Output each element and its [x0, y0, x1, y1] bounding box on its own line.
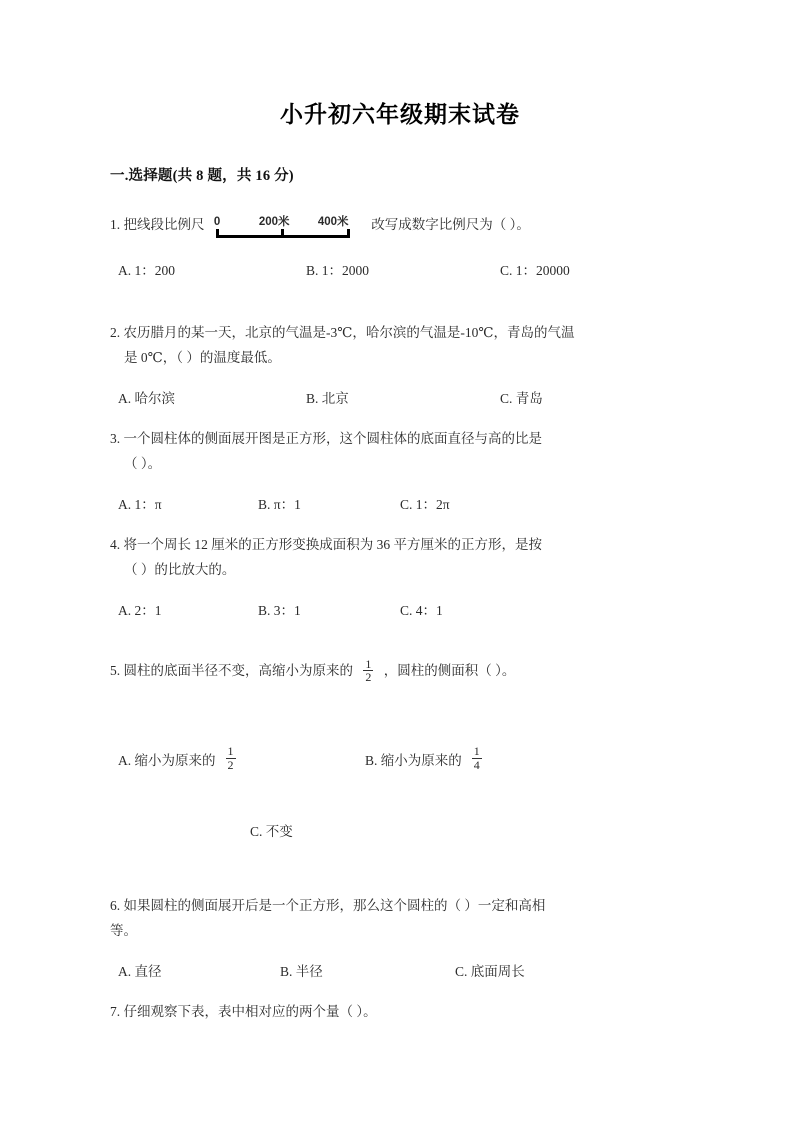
question-3-number: 3. [110, 430, 121, 446]
question-3-text-1: 一个圆柱体的侧面展开图是正方形，这个圆柱体的底面直径与高的比是 [123, 430, 542, 446]
scale-bar-label-start: 0 [213, 216, 221, 228]
question-4-line-1 [110, 533, 690, 558]
question-2-line-2: 是 0℃，（ ）的温度最低。 [124, 349, 281, 365]
question-3 [110, 427, 690, 477]
question-6-number: 6. [110, 898, 121, 914]
question-3-option-b[interactable]: B. π：1 [258, 496, 301, 512]
question-6 [110, 894, 690, 944]
question-5-option-c[interactable]: C. 不变 [250, 824, 293, 840]
question-4-option-a[interactable]: A. 2：1 [118, 602, 162, 618]
question-4-line-2: （ ）的比放大的。 [124, 561, 236, 577]
question-5-option-a-label: A. 缩小为原来的 [118, 753, 216, 769]
question-1-option-b[interactable]: B. 1：2000 [306, 263, 370, 278]
page-title: 小升初六年级期末试卷 [280, 102, 520, 127]
question-2-options [110, 387, 690, 407]
question-5-options [110, 746, 690, 790]
question-2-option-a[interactable]: A. 哈尔滨 [118, 390, 175, 406]
question-4-number: 4. [110, 536, 121, 552]
question-3-line-2: （ ）。 [124, 455, 162, 471]
question-5 [110, 656, 690, 685]
question-6-line-1 [110, 894, 690, 919]
question-6-text-1: 如果圆柱的侧面展开后是一个正方形，那么这个圆柱的（ ）一定和高相 [123, 898, 546, 914]
question-2 [110, 321, 690, 371]
question-7-number: 7. [110, 1004, 121, 1020]
scale-bar-tick-start [216, 229, 219, 238]
question-1 [110, 209, 690, 243]
question-5-number: 5. [110, 662, 121, 678]
scale-bar-label-mid: 200米 [258, 216, 290, 228]
scale-bar-tick-mid [281, 229, 284, 238]
question-5-fraction-numerator: 1 [365, 656, 372, 671]
question-2-number: 2. [110, 325, 121, 340]
question-5-option-a-fraction [226, 745, 236, 770]
question-6-options [110, 960, 690, 980]
question-2-option-c[interactable]: C. 青岛 [500, 390, 543, 406]
question-1-options [110, 259, 690, 279]
question-5-text-after: ，圆柱的侧面积（ ）。 [383, 662, 516, 678]
scale-bar-labels [214, 212, 362, 227]
question-5-option-a-denominator: 2 [227, 757, 234, 772]
question-2-option-b[interactable]: B. 北京 [306, 390, 349, 406]
question-4-options [110, 599, 690, 619]
question-7 [110, 1000, 690, 1025]
question-5-fraction-denominator: 2 [365, 670, 372, 685]
question-4-text-1: 将一个周长 12 厘米的正方形变换成面积为 36 平方厘米的正方形，是按 [123, 536, 542, 552]
question-5-option-b-numerator: 1 [473, 744, 480, 759]
question-5-text-before: 圆柱的底面半径不变，高缩小为原来的 [123, 662, 353, 678]
question-7-line-1 [110, 1000, 690, 1025]
question-4-option-b[interactable]: B. 3：1 [258, 602, 301, 618]
section-header-choice: 一.选择题(共 8 题，共 16 分) [110, 168, 294, 184]
question-5-option-c-row [110, 820, 690, 840]
question-2-line-1 [110, 321, 690, 346]
question-4-option-c[interactable]: C. 4：1 [400, 602, 443, 618]
question-5-option-a[interactable] [118, 746, 243, 771]
question-1-line [110, 209, 690, 243]
question-4 [110, 533, 690, 583]
question-5-option-b-fraction [472, 745, 482, 770]
question-3-line-1 [110, 427, 690, 452]
question-6-line-2: 等。 [110, 923, 137, 939]
question-3-option-a[interactable]: A. 1：π [118, 496, 162, 512]
question-1-number: 1. [110, 217, 121, 233]
question-5-option-b-denominator: 4 [473, 757, 480, 772]
question-3-option-c[interactable]: C. 1：2π [400, 496, 450, 512]
question-6-option-b[interactable]: B. 半径 [280, 964, 323, 980]
question-5-option-b-label: B. 缩小为原来的 [365, 753, 462, 769]
question-5-line [110, 656, 690, 685]
question-1-option-c[interactable]: C. 1：20000 [500, 263, 570, 278]
question-3-options [110, 493, 690, 513]
question-1-option-a[interactable]: A. 1：200 [118, 263, 175, 278]
question-1-text-before: 把线段比例尺 [123, 217, 205, 233]
scale-bar-diagram [214, 212, 362, 246]
question-6-option-c[interactable]: C. 底面周长 [455, 964, 525, 980]
question-6-option-a[interactable]: A. 直径 [118, 964, 162, 980]
question-5-option-a-numerator: 1 [227, 744, 234, 759]
question-5-option-b[interactable] [365, 746, 489, 771]
scale-bar-label-end: 400米 [317, 216, 349, 228]
question-7-text-1: 仔细观察下表，表中相对应的两个量（ ）。 [123, 1004, 377, 1020]
question-2-text-1: 农历腊月的某一天，北京的气温是-3℃，哈尔滨的气温是-10℃，青岛的气温 [123, 325, 575, 340]
question-1-text-after: 改写成数字比例尺为（ ）。 [371, 217, 530, 233]
scale-bar-tick-end [347, 229, 350, 238]
question-5-fraction [363, 658, 373, 683]
